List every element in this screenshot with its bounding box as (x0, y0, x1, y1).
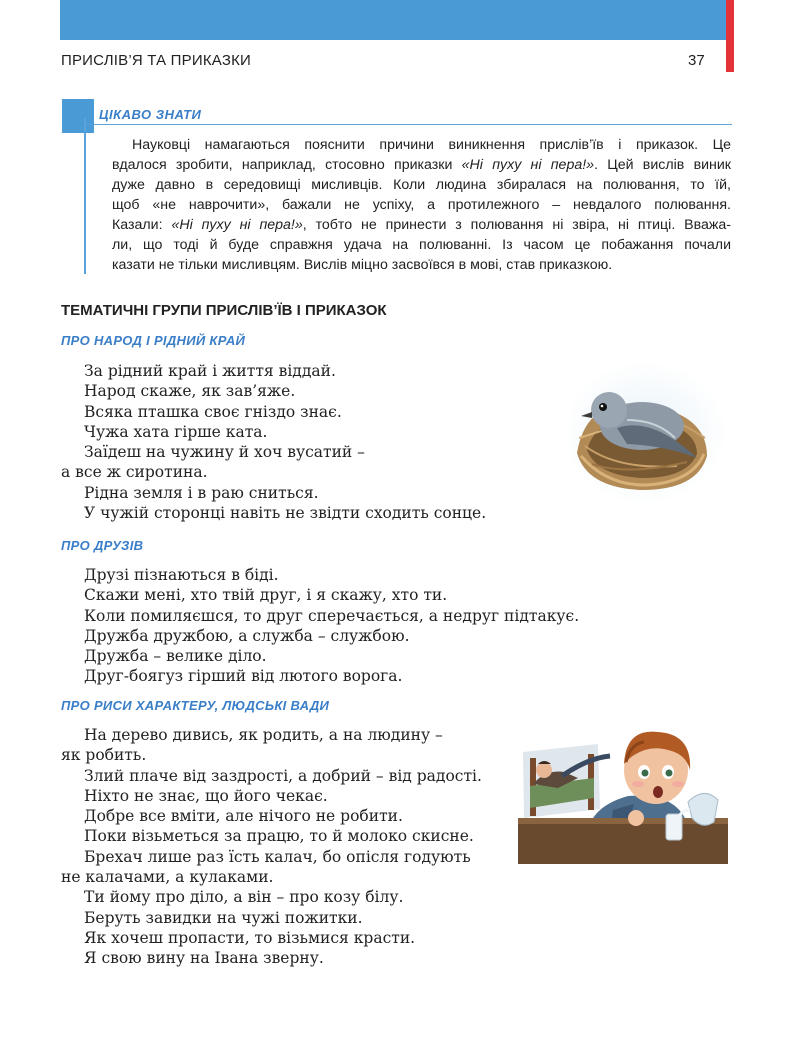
page-number: 37 (688, 52, 705, 69)
proverb: Друг-боягуз гірший від лютого ворога. (84, 667, 403, 686)
bird-nest-illustration (557, 358, 727, 518)
info-box-title: ЦІКАВО ЗНАТИ (99, 107, 202, 122)
proverb-continuation: як робить. (61, 746, 147, 765)
proverb-list-homeland (61, 361, 486, 523)
proverb: Друзі пізнаються в біді. (84, 566, 279, 584)
info-box-line: дуже давно в середовищі мисливців. Коли людина збиралася на полювання, то їй, (112, 177, 731, 193)
proverb: Злий плаче від заздрості, а добрий – від радості. (84, 766, 482, 785)
info-box-line: ли, що тоді й буде справжня удача на полюванні. Із часом це побажання почали (112, 237, 731, 253)
proverb-continuation: а все ж сиротина. (61, 463, 208, 482)
proverb-continuation: не калачами, а кулаками. (61, 868, 274, 887)
info-box-border-left (84, 118, 86, 274)
section-heading: ТЕМАТИЧНІ ГРУПИ ПРИСЛІВ’ЇВ І ПРИКАЗОК (61, 302, 387, 319)
info-box-text (112, 135, 731, 275)
info-box-title-underline (84, 124, 732, 125)
proverb: Як хочеш пропасти, то візьмися красти. (84, 928, 416, 947)
proverb: На дерево дивись, як родить, а на людину – (84, 726, 443, 744)
proverb: Дружба – велике діло. (84, 647, 267, 666)
info-box-line: казати не тільки мисливцям. Вислів міцно засвоївся в мові, став приказкою. (112, 257, 613, 273)
proverb: Ти йому про діло, а він – про козу білу. (84, 888, 404, 907)
proverb-list-friends (61, 565, 579, 687)
proverb: У чужій сторонці навіть не звідти сходить сонце. (84, 504, 487, 523)
info-box-marker (62, 99, 94, 133)
proverb: Дружба дружбою, а служба – службою. (84, 626, 410, 645)
proverb: Поки візьметься за працю, то й молоко скисне. (84, 827, 474, 846)
proverb: Добре все вміти, але нічого не робити. (84, 807, 403, 826)
proverb: Ніхто не знає, що його чекає. (84, 786, 328, 805)
info-box-line: Казали: «Ні пуху ні пера!», тобто не принести з полювання ні звіра, ні птиці. Вважа- (112, 217, 731, 233)
page-tab-marker (726, 0, 734, 72)
info-box-line: вдалося зробити, наприклад, стосовно приказки «Ні пуху ні пера!». Цей вислів виник (112, 157, 732, 173)
group-title-friends: ПРО ДРУЗІВ (61, 538, 144, 553)
header-color-bar (60, 0, 726, 40)
proverb: Скажи мені, хто твій друг, і я скажу, хто ти. (84, 586, 448, 605)
proverb: Чужа хата гірше ката. (84, 422, 268, 441)
proverb: Коли помиляєшся, то друг сперечається, а недруг підтакує. (84, 606, 580, 625)
group-title-homeland: ПРО НАРОД І РІДНИЙ КРАЙ (61, 333, 246, 348)
proverb-list-character (61, 725, 482, 969)
proverb: Народ скаже, як зав’яже. (84, 382, 296, 401)
proverb: Рідна земля і в раю сниться. (84, 483, 319, 502)
running-header-title: ПРИСЛІВ’Я ТА ПРИКАЗКИ (61, 52, 252, 69)
info-box-line: щоб «не наврочити», бажали не успіху, а протилежного – невдалого полювання. (112, 197, 731, 213)
boy-with-milk-illustration (518, 714, 728, 864)
proverb: Беруть завидки на чужі пожитки. (84, 908, 363, 927)
info-box-line: Науковці намагаються пояснити причини виникнення прислів’їв і приказок. Це (132, 137, 731, 153)
proverb: Заїдеш на чужину й хоч вусатий – (84, 443, 365, 462)
proverb: Брехач лише раз їсть калач, бо опісля годують (84, 847, 471, 866)
proverb: Всяка пташка своє гніздо знає. (84, 402, 342, 421)
proverb: За рідний край і життя віддай. (84, 362, 336, 380)
proverb: Я свою вину на Івана зверну. (84, 949, 324, 968)
group-title-character: ПРО РИСИ ХАРАКТЕРУ, ЛЮДСЬКІ ВАДИ (61, 698, 330, 713)
